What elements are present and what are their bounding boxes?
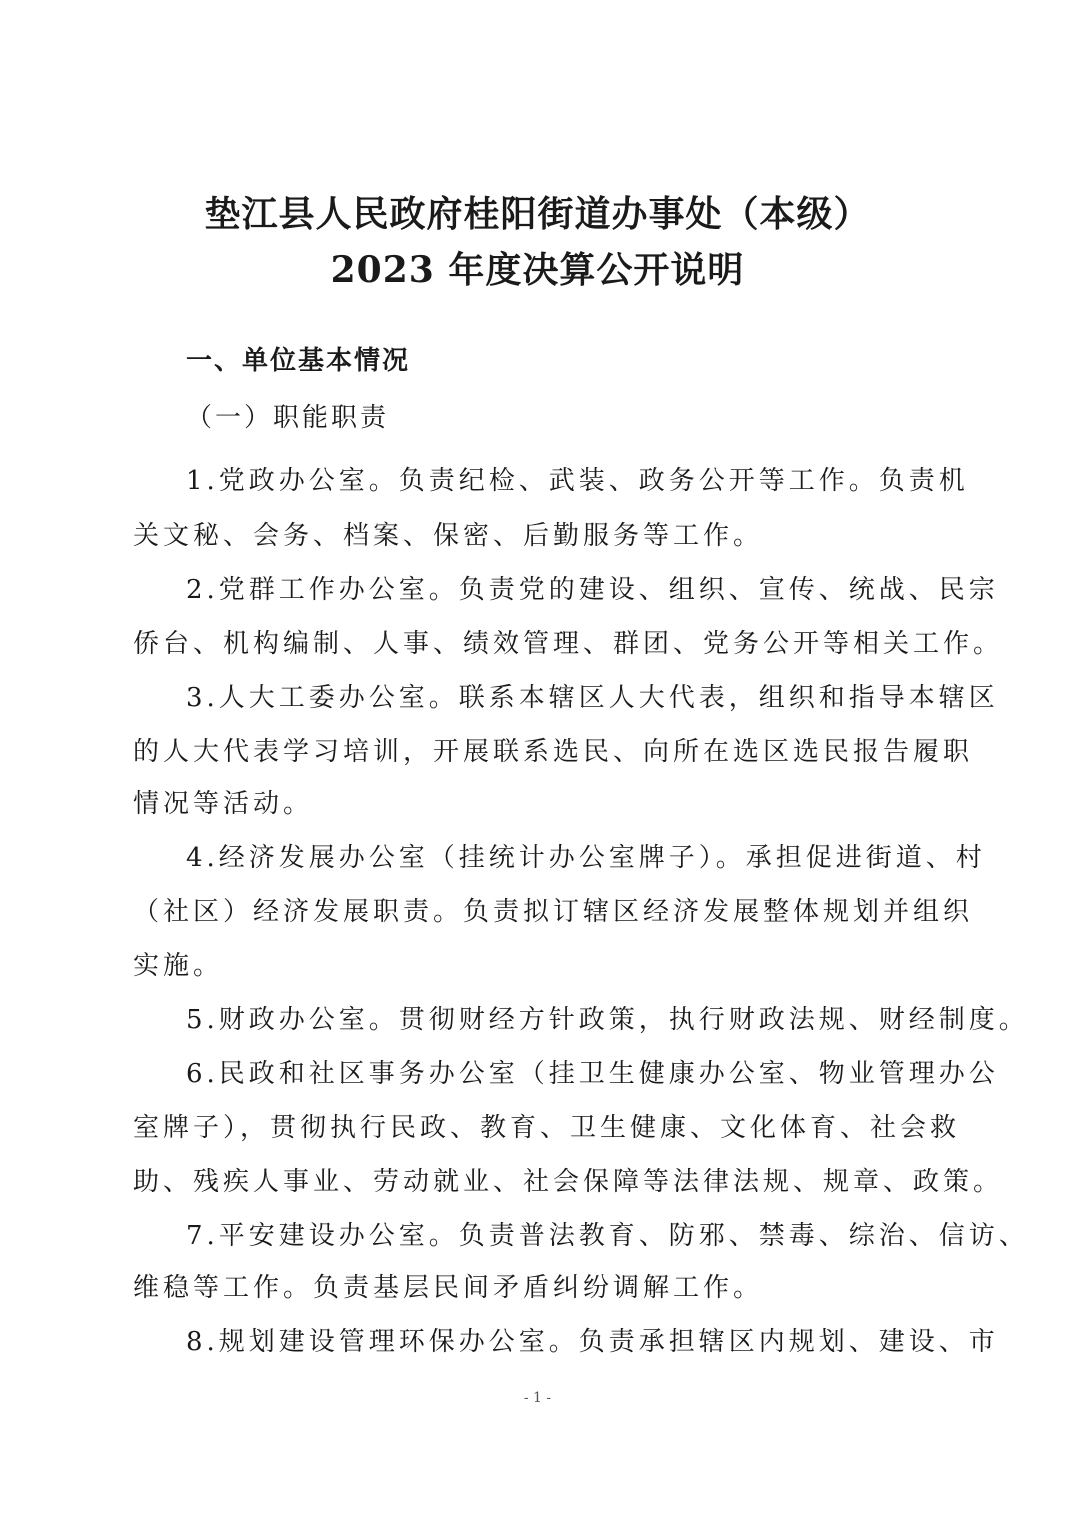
section-heading: 一、单位基本情况: [186, 346, 411, 376]
paragraph-line: 8.规划建设管理环保办公室。负责承担辖区内规划、建设、市: [186, 1327, 999, 1357]
page-number: - 1 -: [523, 1390, 552, 1406]
paragraph-line: 的人大代表学习培训，开展联系选民、向所在选区选民报告履职: [133, 737, 974, 767]
paragraph-line: 3.人大工委办公室。联系本辖区人大代表，组织和指导本辖区: [186, 683, 999, 713]
paragraph-line: 室牌子），贯彻执行民政、教育、卫生健康、文化体育、社会救: [133, 1113, 961, 1143]
paragraph-line: 助、残疾人事业、劳动就业、社会保障等法律法规、规章、政策。: [133, 1167, 1004, 1197]
paragraph-line: 侨台、机构编制、人事、绩效管理、群团、党务公开等相关工作。: [133, 629, 1004, 659]
paragraph-line: 6.民政和社区事务办公室（挂卫生健康办公室、物业管理办公: [186, 1059, 999, 1089]
paragraph-line: 5.财政办公室。贯彻财经方针政策，执行财政法规、财经制度。: [186, 1005, 1029, 1035]
document-title-line-2: 2023 年度决算公开说明: [330, 249, 745, 291]
paragraph-line: 2.党群工作办公室。负责党的建设、组织、宣传、统战、民宗: [186, 575, 999, 605]
paragraph-line: 实施。: [133, 951, 224, 981]
paragraph-line: （社区）经济发展职责。负责拟订辖区经济发展整体规划并组织: [133, 897, 974, 927]
paragraph-line: 关文秘、会务、档案、保密、后勤服务等工作。: [133, 521, 764, 551]
subsection-heading: （一）职能职责: [186, 403, 390, 433]
document-title-line-1: 垫江县人民政府桂阳街道办事处（本级）: [204, 193, 871, 235]
paragraph-line: 情况等活动。: [133, 789, 314, 819]
paragraph-line: 维稳等工作。负责基层民间矛盾纠纷调解工作。: [133, 1273, 764, 1303]
paragraph-line: 1.党政办公室。负责纪检、武装、政务公开等工作。负责机: [186, 466, 969, 496]
paragraph-line: 7.平安建设办公室。负责普法教育、防邪、禁毒、综治、信访、: [186, 1221, 1029, 1251]
paragraph-line: 4.经济发展办公室（挂统计办公室牌子）。承担促进街道、村: [186, 843, 986, 873]
